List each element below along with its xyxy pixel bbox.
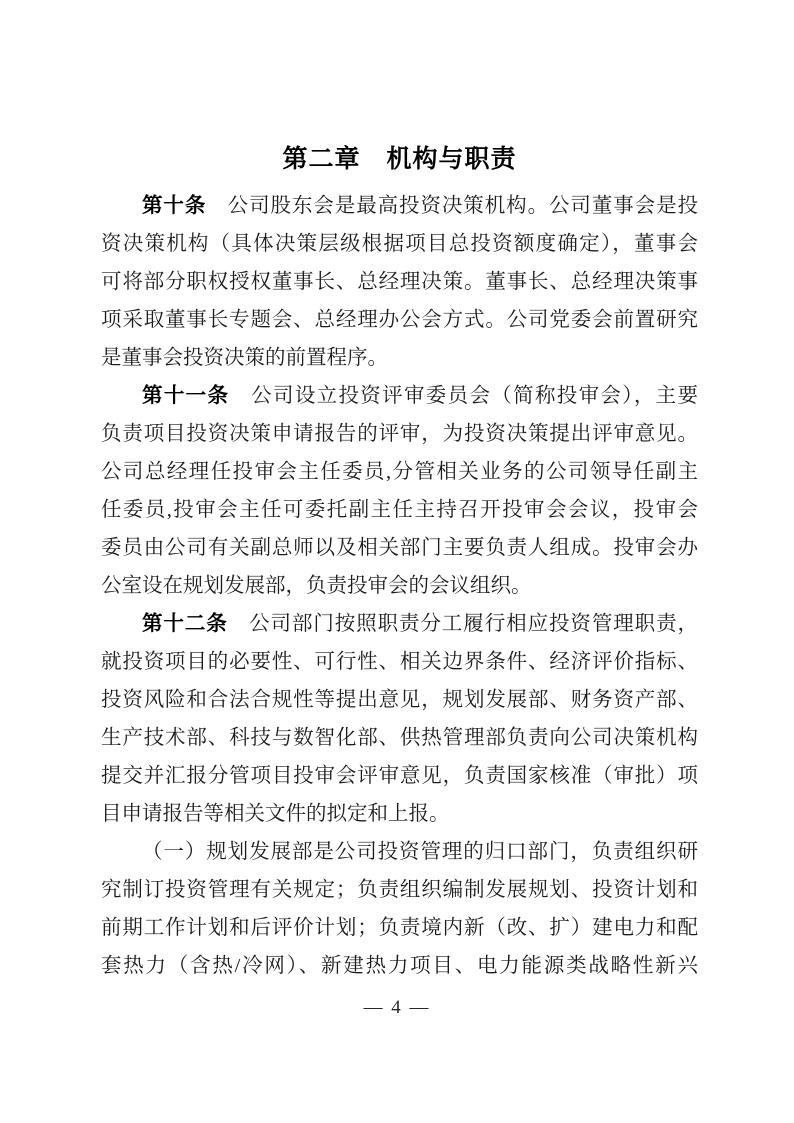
article-number: 第十条 bbox=[142, 194, 207, 217]
article-number: 第十一条 bbox=[142, 384, 230, 407]
text-line: 项采取董事长专题会、总经理办公会方式。公司党委会前置研究 bbox=[101, 309, 698, 331]
text-line: 公司总经理任投审会主任委员,分管相关业务的公司领导任副主 bbox=[101, 461, 698, 483]
text-line: 资决策机构（具体决策层级根据项目总投资额度确定），董事会 bbox=[101, 233, 698, 255]
text-line: 第十条 公司股东会是最高投资决策机构。公司董事会是投 bbox=[142, 194, 698, 217]
text-line: 公室设在规划发展部，负责投审会的会议组织。 bbox=[101, 575, 532, 597]
page-body bbox=[101, 143, 698, 985]
text-line: 第十二条 公司部门按照职责分工履行相应投资管理职责， bbox=[142, 612, 698, 635]
chapter-title: 第二章 机构与职责 bbox=[282, 145, 517, 173]
article-number: 第十二条 bbox=[142, 612, 228, 635]
text-line: 第十一条 公司设立投资评审委员会（简称投审会），主要 bbox=[142, 384, 698, 407]
text-line: 就投资项目的必要性、可行性、相关边界条件、经济评价指标、 bbox=[101, 651, 698, 673]
text-line: 委员由公司有关副总师以及相关部门主要负责人组成。投审会办 bbox=[101, 537, 698, 559]
text-line: 套热力（含热/冷网）、新建热力项目、电力能源类战略性新兴 bbox=[101, 955, 698, 977]
text-line: 是董事会投资决策的前置程序。 bbox=[101, 347, 388, 369]
text-line: 生产技术部、科技与数智化部、供热管理部负责向公司决策机构 bbox=[101, 727, 698, 749]
text-line: 负责项目投资决策申请报告的评审，为投资决策提出评审意见。 bbox=[101, 423, 698, 445]
text-line: 可将部分职权授权董事长、总经理决策。董事长、总经理决策事 bbox=[101, 271, 698, 293]
text-line: 投资风险和合法合规性等提出意见，规划发展部、财务资产部、 bbox=[101, 689, 698, 711]
text-line: 前期工作计划和后评价计划；负责境内新（改、扩）建电力和配 bbox=[101, 917, 698, 939]
text-line: 任委员,投审会主任可委托副主任主持召开投审会会议，投审会 bbox=[101, 499, 698, 521]
paragraphs-container bbox=[101, 187, 698, 985]
text-line: 究制订投资管理有关规定；负责组织编制发展规划、投资计划和 bbox=[101, 879, 698, 901]
text-line: 目申请报告等相关文件的拟定和上报。 bbox=[101, 803, 450, 825]
page-number: — 4 — bbox=[363, 997, 431, 1018]
text-line: （一）规划发展部是公司投资管理的归口部门，负责组织研 bbox=[142, 841, 698, 863]
text-line: 提交并汇报分管项目投审会评审意见，负责国家核准（审批）项 bbox=[101, 765, 698, 787]
